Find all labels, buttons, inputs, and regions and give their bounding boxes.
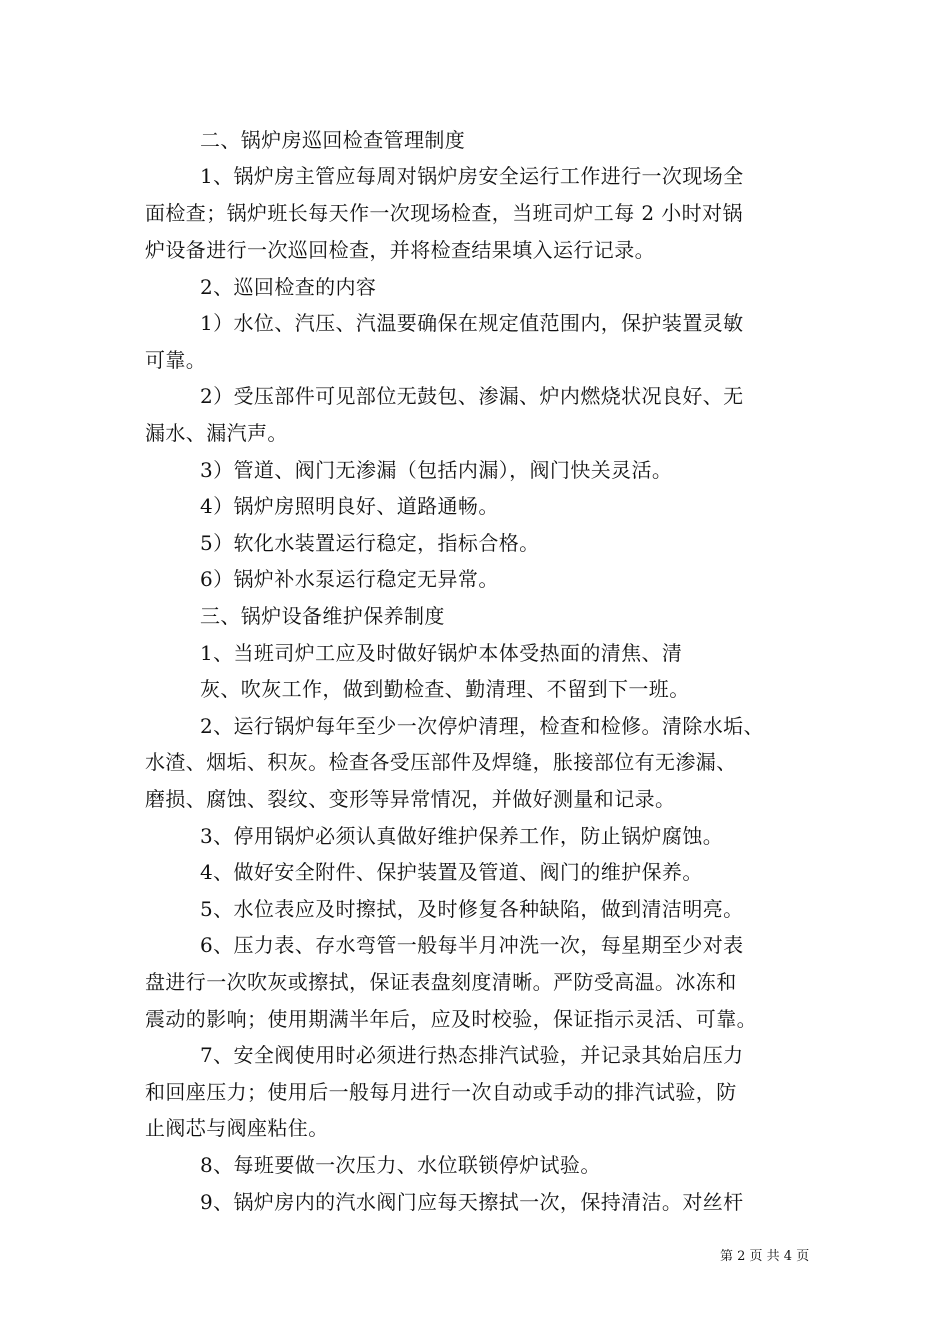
paragraph-line: 2、运行锅炉每年至少一次停炉清理，检查和检修。清除水垢、 <box>200 714 764 738</box>
paragraph-line: 7、安全阀使用时必须进行热态排汽试验，并记录其始启压力 <box>200 1043 744 1067</box>
paragraph-line: 面检查；锅炉班长每天作一次现场检查，当班司炉工每 2 小时对锅 <box>145 201 743 225</box>
paragraph-line: 3）管道、阀门无渗漏（包括内漏），阀门快关灵活。 <box>200 458 673 482</box>
page-number-footer: 第 2 页 共 4 页 <box>720 1249 810 1264</box>
paragraph-line: 2）受压部件可见部位无鼓包、渗漏、炉内燃烧状况良好、无 <box>200 384 744 408</box>
subheading: 2、巡回检查的内容 <box>200 275 377 299</box>
paragraph-line: 4）锅炉房照明良好、道路通畅。 <box>200 494 499 518</box>
paragraph-line: 盘进行一次吹灰或擦拭，保证表盘刻度清晰。严防受高温。冰冻和 <box>145 970 737 994</box>
paragraph-line: 3、停用锅炉必须认真做好维护保养工作，防止锅炉腐蚀。 <box>200 824 724 848</box>
paragraph-line: 6）锅炉补水泵运行稳定无异常。 <box>200 567 499 591</box>
paragraph-line: 灰、吹灰工作，做到勤检查、勤清理、不留到下一班。 <box>200 677 690 701</box>
paragraph-line: 磨损、腐蚀、裂纹、变形等异常情况，并做好测量和记录。 <box>145 787 676 811</box>
paragraph-line: 漏水、漏汽声。 <box>145 421 288 445</box>
paragraph-line: 5、水位表应及时擦拭，及时修复各种缺陷，做到清洁明亮。 <box>200 897 744 921</box>
paragraph-line: 6、压力表、存水弯管一般每半月冲洗一次，每星期至少对表 <box>200 933 744 957</box>
paragraph-line: 1、当班司炉工应及时做好锅炉本体受热面的清焦、清 <box>200 641 683 665</box>
paragraph-line: 5）软化水装置运行稳定，指标合格。 <box>200 531 540 555</box>
paragraph-line: 1、锅炉房主管应每周对锅炉房安全运行工作进行一次现场全 <box>200 164 744 188</box>
paragraph-line: 9、锅炉房内的汽水阀门应每天擦拭一次，保持清洁。对丝杆 <box>200 1190 744 1214</box>
paragraph-line: 8、每班要做一次压力、水位联锁停炉试验。 <box>200 1153 601 1177</box>
paragraph-line: 水渣、烟垢、积灰。检查各受压部件及焊缝，胀接部位有无渗漏、 <box>145 750 737 774</box>
section-heading: 二、锅炉房巡回检查管理制度 <box>200 128 466 152</box>
section-heading: 三、锅炉设备维护保养制度 <box>200 604 445 628</box>
paragraph-line: 1）水位、汽压、汽温要确保在规定值范围内，保护装置灵敏 <box>200 311 744 335</box>
paragraph-line: 4、做好安全附件、保护装置及管道、阀门的维护保养。 <box>200 860 703 884</box>
paragraph-line: 可靠。 <box>145 348 207 372</box>
paragraph-line: 和回座压力；使用后一般每月进行一次自动或手动的排汽试验，防 <box>145 1080 737 1104</box>
paragraph-line: 止阀芯与阀座粘住。 <box>145 1116 329 1140</box>
paragraph-line: 炉设备进行一次巡回检查，并将检查结果填入运行记录。 <box>145 238 655 262</box>
paragraph-line: 震动的影响；使用期满半年后，应及时校验，保证指示灵活、可靠。 <box>145 1007 757 1031</box>
